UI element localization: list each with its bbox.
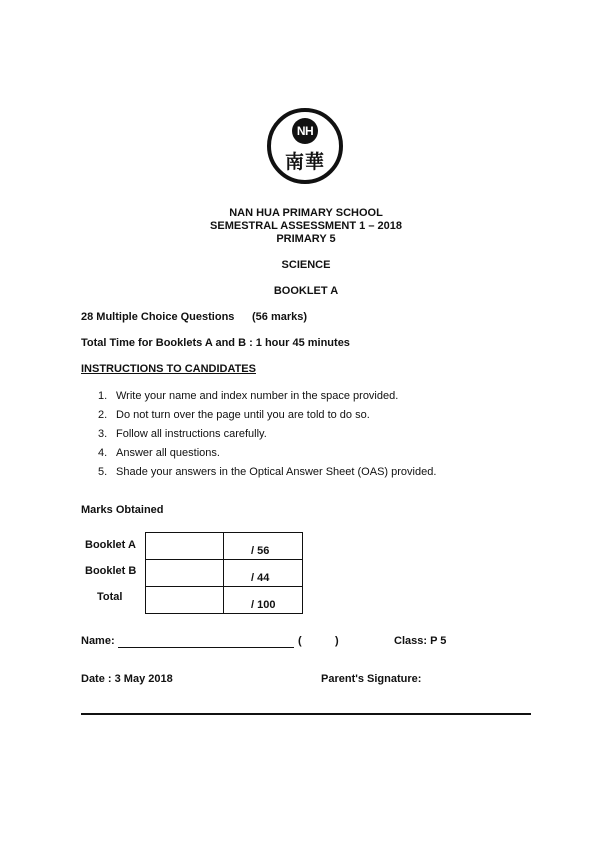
class-label: Class: P 5: [394, 635, 447, 647]
name-label: Name:: [81, 635, 115, 647]
table-row: [146, 587, 303, 614]
instructions-heading: INSTRUCTIONS TO CANDIDATES: [81, 363, 256, 375]
instructions-list: [98, 389, 436, 484]
instruction-item: 1. Write your name and index number in the space provided.: [98, 390, 399, 402]
score-entry-cell[interactable]: [146, 533, 224, 560]
marks-obtained-title: Marks Obtained: [81, 504, 164, 516]
score-max-cell: / 56: [224, 533, 303, 560]
index-paren-open: (: [298, 635, 302, 647]
date-label: Date : 3 May 2018: [81, 673, 173, 685]
score-entry-cell[interactable]: [146, 560, 224, 587]
index-paren-close: ): [335, 635, 339, 647]
instruction-item: 3. Follow all instructions carefully.: [98, 428, 267, 440]
school-logo: [267, 108, 343, 184]
name-field-line[interactable]: [118, 647, 294, 648]
signature-line[interactable]: [81, 713, 531, 715]
parent-signature-label: Parent's Signature:: [321, 673, 422, 685]
level-title: PRIMARY 5: [276, 233, 336, 245]
row-label-total: Total: [97, 591, 123, 603]
instruction-item: 5. Shade your answers in the Optical Answer Sheet (OAS) provided.: [98, 466, 437, 478]
score-max-cell: / 44: [224, 560, 303, 587]
marks-table: [145, 532, 303, 614]
question-count: 28 Multiple Choice Questions: [81, 311, 235, 323]
instruction-item: 2. Do not turn over the page until you are told to do so.: [98, 409, 370, 421]
row-label-booklet-b: Booklet B: [85, 565, 137, 577]
table-row: [146, 560, 303, 587]
booklet-title: BOOKLET A: [273, 285, 339, 297]
score-max-cell: / 100: [224, 587, 303, 614]
assessment-title: SEMESTRAL ASSESSMENT 1 – 2018: [210, 220, 402, 232]
total-time: Total Time for Booklets A and B : 1 hour 45 minutes: [81, 337, 350, 349]
school-name: NAN HUA PRIMARY SCHOOL: [229, 207, 383, 219]
instruction-item: 4. Answer all questions.: [98, 447, 220, 459]
score-entry-cell[interactable]: [146, 587, 224, 614]
row-label-booklet-a: Booklet A: [85, 539, 136, 551]
subject-title: SCIENCE: [281, 259, 331, 271]
table-row: [146, 533, 303, 560]
logo-monogram: NH: [292, 118, 318, 144]
marks-total: (56 marks): [252, 311, 308, 323]
logo-chinese-name: 南華: [284, 151, 325, 173]
